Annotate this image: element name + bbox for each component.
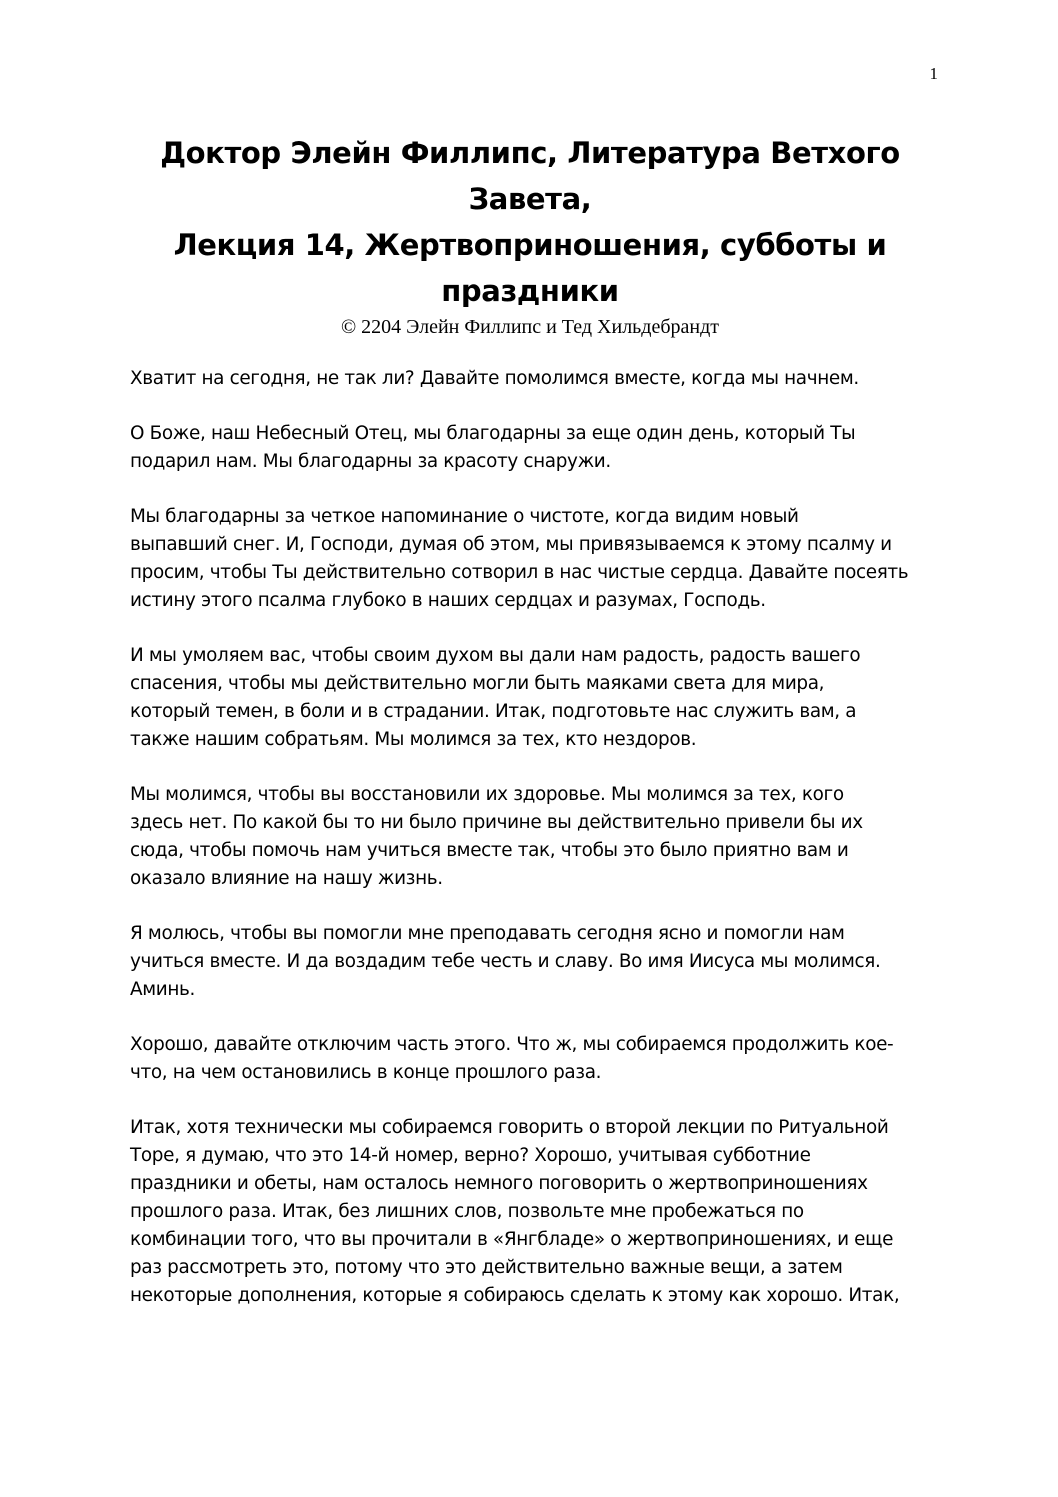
paragraph <box>130 781 930 893</box>
text-line: некоторые дополнения, которые я собираюсь сделать к этому как хорошо. Итак, <box>130 1285 900 1306</box>
paragraph <box>130 642 930 754</box>
text-line: Торе, я думаю, что это 14-й номер, верно? Хорошо, учитывая субботние <box>130 1145 811 1166</box>
text-line: просим, чтобы Ты действительно сотворил в нас чистые сердца. Давайте посеять <box>130 562 909 583</box>
text-line: здесь нет. По какой бы то ни было причине вы действительно привели бы их <box>130 812 863 833</box>
text-line: который темен, в боли и в страдании. Итак, подготовьте нас служить вам, а <box>130 701 857 722</box>
title-line: Лекция 14, Жертвоприношения, субботы и <box>173 228 887 262</box>
text-line: сюда, чтобы помочь нам учиться вместе так, чтобы это было приятно вам и <box>130 840 849 861</box>
text-line: спасения, чтобы мы действительно могли быть маяками света для мира, <box>130 673 825 694</box>
text-line: Хорошо, давайте отключим часть этого. Что ж, мы собираемся продолжить кое- <box>130 1034 894 1055</box>
text-line: Итак, хотя технически мы собираемся говорить о второй лекции по Ритуальной <box>130 1117 889 1138</box>
text-line: выпавший снег. И, Господи, думая об этом, мы привязываемся к этому псалму и <box>130 534 892 555</box>
title-line: Завета, <box>468 182 592 216</box>
text-line: О Боже, наш Небесный Отец, мы благодарны за еще один день, который Ты <box>130 423 856 444</box>
text-line: Я молюсь, чтобы вы помогли мне преподавать сегодня ясно и помогли нам <box>130 923 845 944</box>
document-body <box>130 365 930 1337</box>
text-line: прошлого раза. Итак, без лишних слов, позвольте мне пробежаться по <box>130 1201 804 1222</box>
text-line: Хватит на сегодня, не так ли? Давайте помолимся вместе, когда мы начнем. <box>130 368 859 389</box>
document-header <box>130 130 930 340</box>
text-line: Мы молимся, чтобы вы восстановили их здоровье. Мы молимся за тех, кого <box>130 784 844 805</box>
text-line: комбинации того, что вы прочитали в «Янгбладе» о жертвоприношениях, и еще <box>130 1229 894 1250</box>
paragraph <box>130 1031 930 1087</box>
paragraph <box>130 420 930 476</box>
text-line: Аминь. <box>130 979 196 1000</box>
text-line: истину этого псалма глубоко в наших сердцах и разумах, Господь. <box>130 590 766 611</box>
text-line: И мы умоляем вас, чтобы своим духом вы дали нам радость, радость вашего <box>130 645 861 666</box>
title-line: праздники <box>441 274 619 308</box>
page-number: 1 <box>929 64 938 83</box>
text-line: Мы благодарны за четкое напоминание о чистоте, когда видим новый <box>130 506 799 527</box>
paragraph <box>130 920 930 1004</box>
text-line: что, на чем остановились в конце прошлого раза. <box>130 1062 602 1083</box>
paragraph <box>130 1114 930 1310</box>
text-line: праздники и обеты, нам осталось немного поговорить о жертвоприношениях <box>130 1173 868 1194</box>
paragraph <box>130 503 930 615</box>
text-line: подарил нам. Мы благодарны за красоту снаружи. <box>130 451 611 472</box>
text-line: также нашим собратьям. Мы молимся за тех, кто нездоров. <box>130 729 697 750</box>
text-line: учиться вместе. И да воздадим тебе честь и славу. Во имя Иисуса мы молимся. <box>130 951 881 972</box>
text-line: оказало влияние на нашу жизнь. <box>130 868 443 889</box>
title-line: Доктор Элейн Филлипс, Литература Ветхого <box>160 136 900 170</box>
text-line: раз рассмотреть это, потому что это действительно важные вещи, а затем <box>130 1257 843 1278</box>
paragraph <box>130 365 930 393</box>
copyright-line: © 2204 Элейн Филлипс и Тед Хильдебрандт <box>340 316 720 338</box>
